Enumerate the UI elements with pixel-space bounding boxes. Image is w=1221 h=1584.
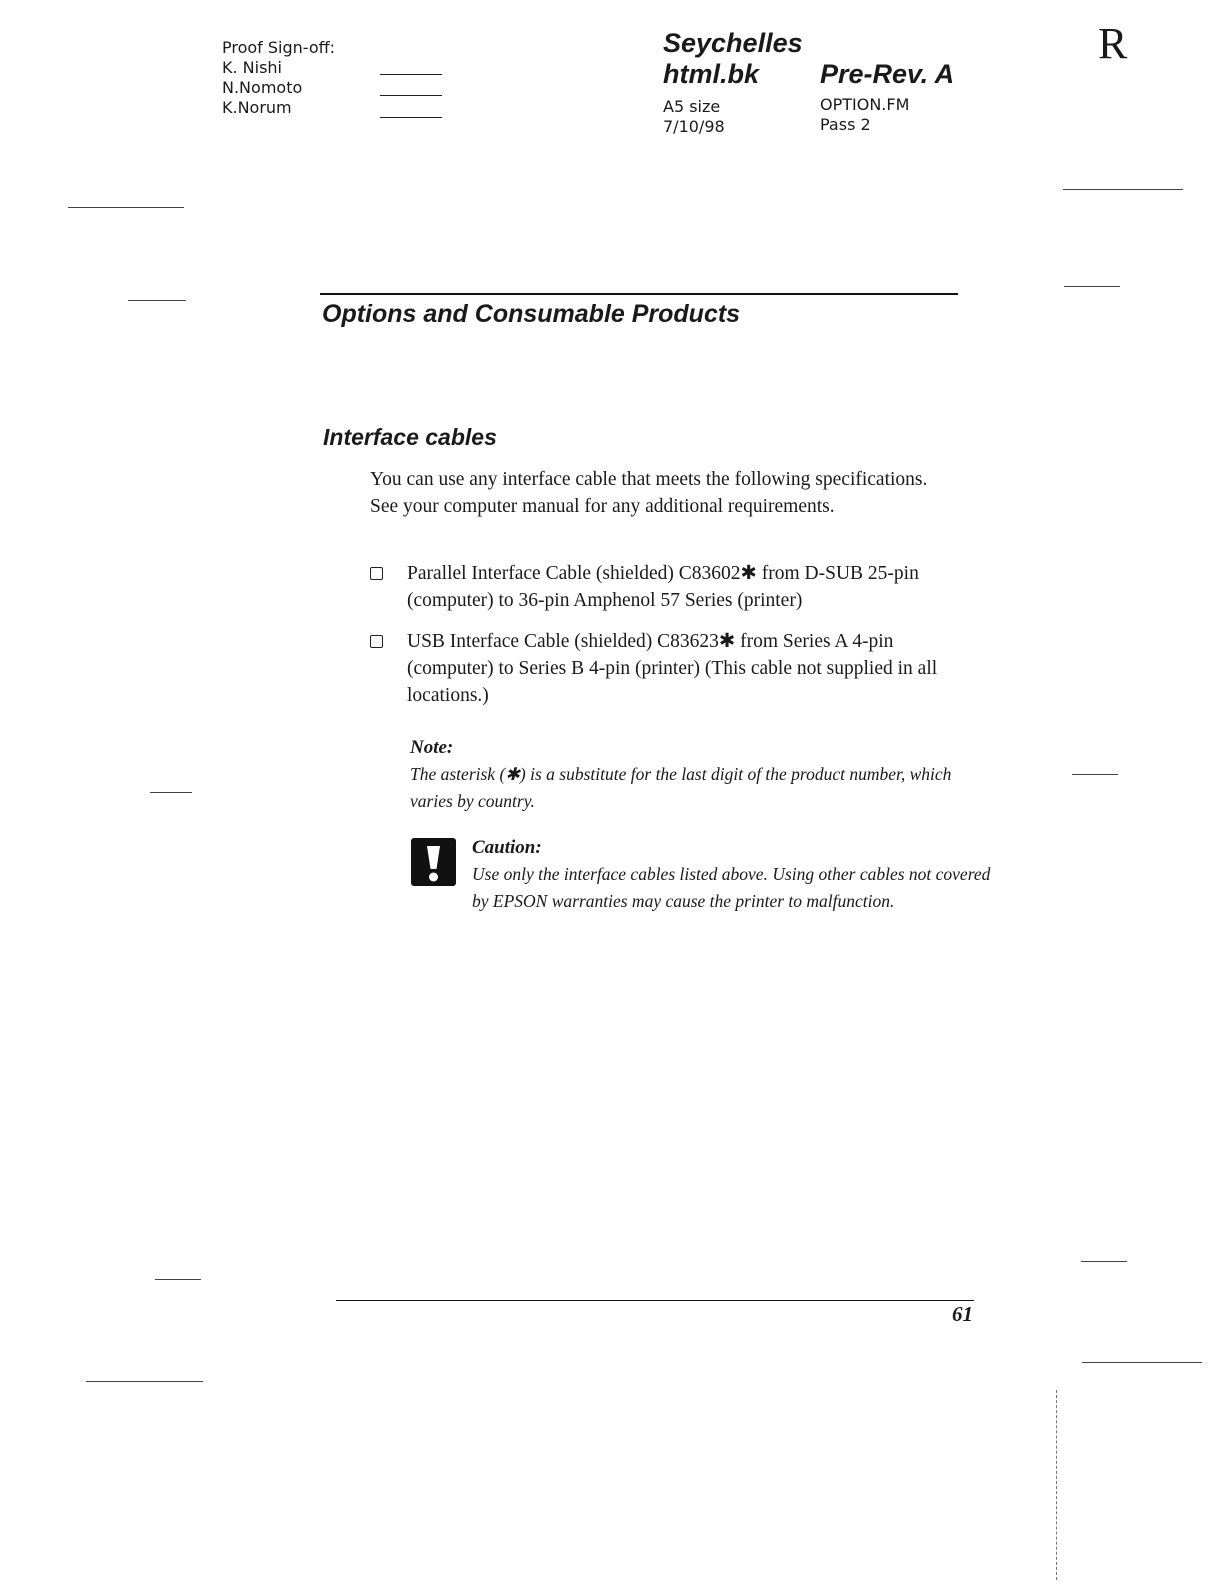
header-product bbox=[663, 28, 803, 90]
margin-tick bbox=[1081, 1261, 1127, 1262]
signoff-name: N.Nomoto bbox=[222, 78, 303, 97]
signature-line bbox=[380, 117, 442, 118]
header-revision: Pre-Rev. A bbox=[820, 59, 955, 89]
margin-tick bbox=[1064, 286, 1120, 287]
signature-line bbox=[380, 95, 442, 96]
margin-tick bbox=[150, 792, 192, 793]
note-block bbox=[410, 734, 970, 815]
caution-heading: Caution: bbox=[472, 837, 542, 858]
section-title: Interface cables bbox=[323, 424, 497, 450]
footer-rule bbox=[336, 1300, 974, 1301]
pass-number: Pass 2 bbox=[820, 115, 871, 134]
margin-tick bbox=[1072, 774, 1118, 775]
exclamation-icon bbox=[411, 838, 456, 886]
note-text: The asterisk (✱) is a substitute for the last digit of the product number, which varies by country. bbox=[410, 764, 952, 811]
margin-tick bbox=[1082, 1362, 1202, 1363]
margin-tick bbox=[128, 300, 186, 301]
page-size: A5 size bbox=[663, 97, 721, 116]
chapter-rule bbox=[320, 293, 958, 295]
header-date: 7/10/98 bbox=[663, 117, 725, 136]
margin-tick bbox=[68, 207, 184, 208]
caution-text: Use only the interface cables listed above. Using other cables not covered by EPSON warranties may cause the printer to malfunction. bbox=[472, 864, 991, 911]
corner-mark: R bbox=[1098, 19, 1128, 68]
note-heading: Note: bbox=[410, 737, 454, 758]
product-name: Seychelles bbox=[663, 28, 803, 58]
list-item-text: USB Interface Cable (shielded) C83623✱ from Series A 4-pin (computer) to Series B 4-pin (printer) (This cable not supplied in all locations.) bbox=[407, 631, 938, 706]
list-item bbox=[370, 560, 970, 614]
checkbox-bullet-icon bbox=[370, 635, 383, 648]
caution-block bbox=[472, 834, 992, 915]
chapter-title: Options and Consumable Products bbox=[322, 300, 741, 328]
header-size-date bbox=[663, 97, 725, 137]
margin-tick bbox=[155, 1279, 201, 1280]
file-name: OPTION.FM bbox=[820, 95, 910, 114]
page-number: 61 bbox=[952, 1302, 973, 1326]
intro-paragraph: You can use any interface cable that meets the following specifications. See your computer manual for any additional requirements. bbox=[370, 469, 928, 517]
proof-signoff bbox=[222, 38, 335, 118]
margin-tick bbox=[86, 1381, 203, 1382]
signoff-name: K. Nishi bbox=[222, 58, 282, 77]
signoff-name: K.Norum bbox=[222, 98, 292, 117]
signoff-title: Proof Sign-off: bbox=[222, 38, 336, 57]
list-item bbox=[370, 628, 970, 709]
margin-tick bbox=[1063, 189, 1183, 190]
margin-tick bbox=[1056, 1390, 1057, 1580]
checkbox-bullet-icon bbox=[370, 567, 383, 580]
signature-line bbox=[380, 74, 442, 75]
header-file-pass bbox=[820, 95, 909, 135]
book-name: html.bk bbox=[663, 59, 760, 89]
list-item-text: Parallel Interface Cable (shielded) C83602✱ from D-SUB 25-pin (computer) to 36-pin Amphenol 57 Series (printer) bbox=[407, 563, 919, 611]
